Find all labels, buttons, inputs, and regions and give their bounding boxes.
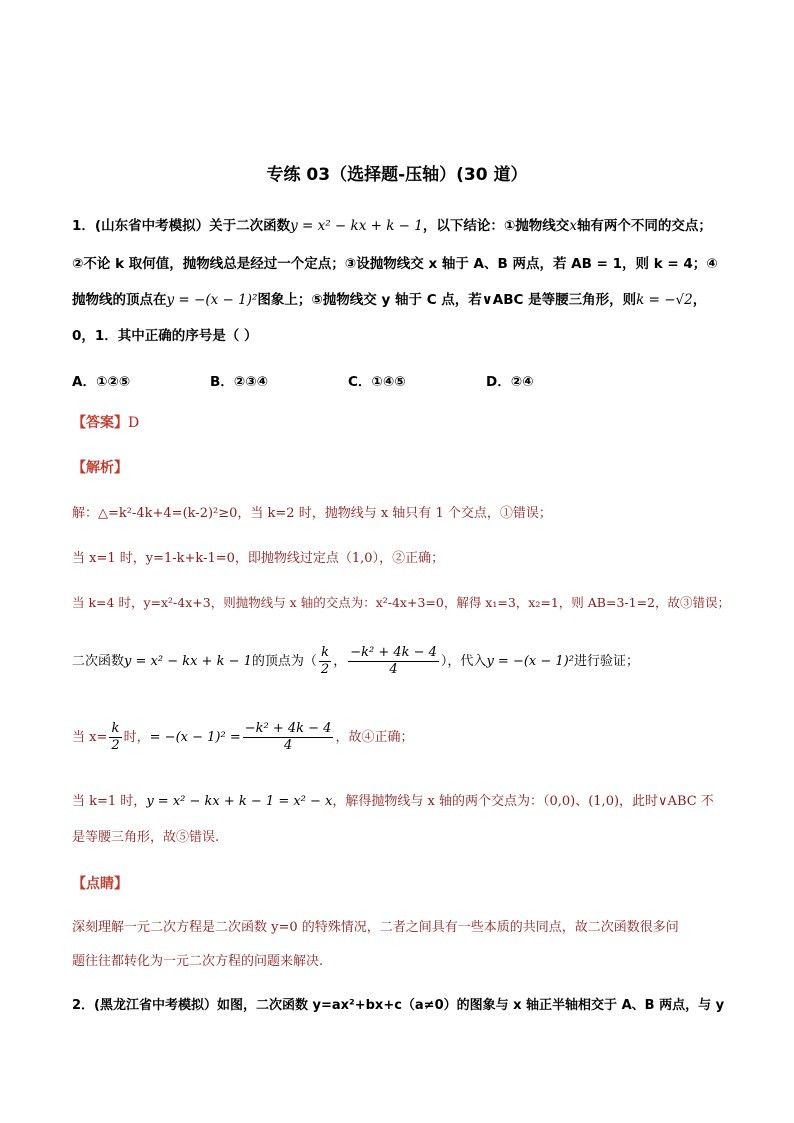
analysis-heading [72, 458, 724, 478]
vertex-open: 的顶点为（ [251, 654, 317, 669]
question-1-source: 1．(山东省中考模拟）关于二次函数 [72, 218, 291, 234]
vertex-curve-expression-2: y = −(x − 1)² [486, 654, 574, 669]
function-expression: y = x² − kx + k − 1 [290, 218, 423, 234]
vertex-curve-expression: y = −(x − 1)² [166, 292, 258, 308]
when-text: 时， [123, 730, 150, 745]
comment-heading [72, 874, 724, 894]
question-1-line-1 [72, 216, 724, 236]
verify-text: 进行验证； [573, 654, 639, 669]
comma: ， [692, 292, 707, 308]
equality-expression: = −(x − 1)² = [149, 730, 241, 745]
conclusion-5-text: 图象上；⑤抛物线交 y 轴于 C 点，若∨ABC 是等腰三角形，则 [257, 292, 637, 308]
analysis-line-4 [72, 640, 724, 684]
fraction-denominator: 4 [243, 737, 334, 754]
vertex-label: 二次函数 [72, 654, 125, 669]
option-c[interactable]: C．①④⑤ [348, 374, 406, 390]
analysis-tag: 【解析】 [72, 460, 128, 476]
comment-line-1: 深刻理解一元二次方程是二次函数 y=0 的特殊情况，二者之间具有一些本质的共同点，故二次函数很多问 [72, 920, 679, 935]
comment-line-2: 题往往都转化为一元二次方程的问题来解决. [72, 954, 324, 969]
vertex-comma: ， [333, 654, 347, 669]
fraction-denominator: 2 [111, 738, 120, 753]
fraction-denominator: 4 [348, 661, 439, 678]
fraction-vertex-y [348, 645, 439, 678]
answer-value: D [128, 415, 140, 431]
fraction-k-over-2-b [109, 721, 121, 754]
page-title: 专练 03（选择题-压轴）(30 道） [266, 165, 528, 185]
when-x-text: 当 x= [72, 730, 108, 745]
function-expression-2: y = x² − kx + k − 1 [124, 654, 252, 669]
analysis-line-6 [72, 792, 724, 812]
comment-tag: 【点睛】 [72, 876, 128, 892]
fraction-numerator: −k² + 4k − 4 [350, 645, 437, 660]
answer-line [72, 413, 724, 433]
option-a[interactable]: A．①②⑤ [72, 374, 131, 390]
analysis-line-3: 当 k=4 时，y=x²-4x+3，则抛物线与 x 轴的交点为：x²-4x+3=0，解得 x₁=3，x₂=1，则 AB=3-1=2，故③错误； [72, 595, 730, 610]
question-1-line-3 [72, 290, 724, 310]
x-variable: x [569, 218, 577, 234]
fraction-denominator: 2 [320, 662, 330, 677]
k-value-expression: k = −√2 [636, 292, 693, 308]
fraction-k-over-2 [319, 645, 331, 678]
when-k-text: 当 k=1 时， [72, 794, 147, 809]
analysis-line-7: 是等腰三角形，故⑤错误. [72, 830, 220, 845]
substitute-text: ），代入 [440, 654, 487, 669]
conclusion-1-text: ，以下结论：①抛物线交 [422, 218, 570, 234]
option-d[interactable]: D．②④ [486, 374, 534, 390]
fraction-numerator: k [111, 721, 120, 736]
conclusion-4-text: 抛物线的顶点在 [72, 292, 167, 308]
intersection-text: ，解得抛物线与 x 轴的两个交点为：（0,0)、(1,0)，此时∨ABC 不 [332, 794, 714, 809]
conclusion-1-end: 轴有两个不同的交点； [576, 218, 712, 234]
option-b[interactable]: B．②③④ [210, 374, 269, 390]
function-k1-expression: y = x² − kx + k − 1 = x² − x [146, 794, 333, 809]
analysis-line-1: 解：△=k²-4k+4=(k-2)²≥0，当 k=2 时，抛物线与 x 轴只有 1 个交点，①错误； [72, 506, 552, 521]
fraction-numerator: k [321, 645, 329, 660]
fraction-vertex-y-b [243, 721, 334, 754]
analysis-line-2: 当 x=1 时，y=1-k+k-1=0，即抛物线过定点（1,0），②正确； [72, 551, 445, 566]
analysis-line-5 [72, 716, 724, 760]
conclusion-4-correct: ，故④正确； [335, 730, 414, 745]
question-1-line-4: 0，1．其中正确的序号是（ ） [72, 328, 258, 344]
fraction-numerator: −k² + 4k − 4 [244, 721, 332, 736]
question-1-line-2: ②不论 k 取何值，抛物线总是经过一个定点；③设抛物线交 x 轴于 A、B 两点，若 AB = 1，则 k = 4；④ [72, 256, 718, 272]
question-2-line-1: 2．(黑龙江省中考模拟）如图，二次函数 y=ax²+bx+c（a≠0）的图象与 x 轴正半轴相交于 A、B 两点，与 y [72, 998, 725, 1013]
answer-tag: 【答案】 [72, 415, 128, 431]
